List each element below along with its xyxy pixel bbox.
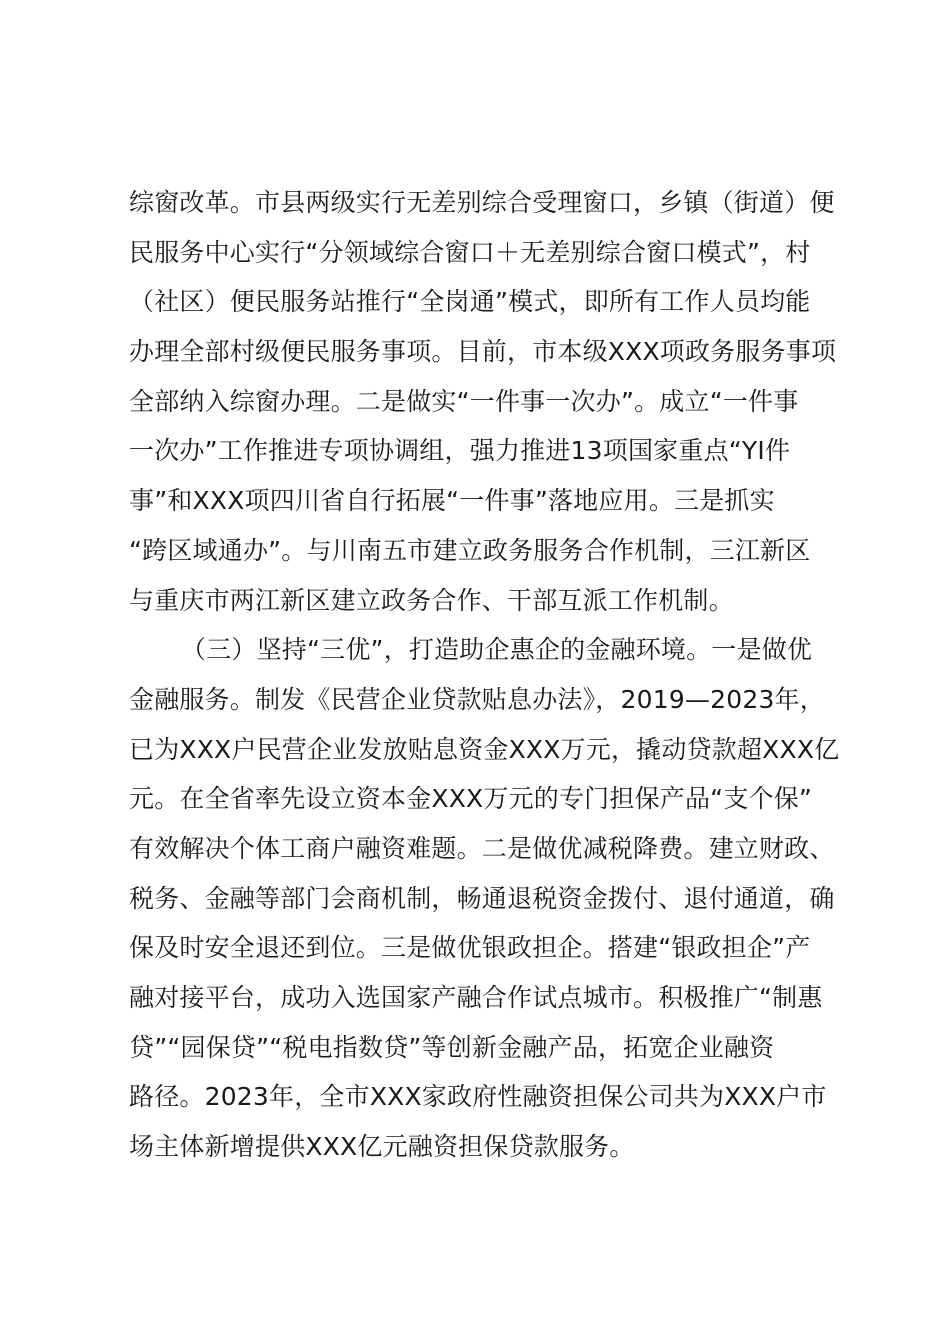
text-line-17: 融对接平台，成功入选国家产融合作试点城市。积极推广“制惠 xyxy=(129,983,823,1012)
text-line-2: 民服务中心实行“分领域综合窗口＋无差别综合窗口模式”，村 xyxy=(129,237,811,267)
text-line-16: 保及时安全退还到位。三是做优银政担企。搭建“银政担企”产 xyxy=(129,933,811,963)
text-line-6: 一次办”工作推进专项协调组，强力推进13项国家重点“YI件 xyxy=(129,436,791,466)
text-line-3: （社区）便民服务站推行“全岗通”模式，即所有工作人员均能 xyxy=(129,287,811,317)
paragraph-heading-line: （三）坚持“三优”，打造助企惠企的金融环境。一是做优 xyxy=(181,635,813,665)
text-line-14: 有效解决个体工商户融资难题。二是做优减税降费。建立财政、 xyxy=(129,833,835,863)
text-line-12: 已为XXX户民营企业发放贴息资金XXX万元，撬动贷款超XXX亿 xyxy=(129,734,840,764)
text-line-11: 金融服务。制发《民营企业贷款贴息办法》，2019—2023年， xyxy=(129,684,825,714)
text-line-1: 综窗改革。市县两级实行无差别综合受理窗口，乡镇（街道）便 xyxy=(129,188,835,217)
text-line-20: 场主体新增提供XXX亿元融资担保贷款服务。 xyxy=(129,1132,635,1162)
text-line-5: 全部纳入综窗办理。二是做实“一件事一次办”。成立“一件事 xyxy=(129,386,799,416)
text-line-15: 税务、金融等部门会商机制，畅通退税资金拨付、退付通道，确 xyxy=(129,883,835,913)
text-line-13: 元。在全省率先设立资本金XXX万元的专门担保产品“支个保” xyxy=(129,784,813,814)
text-line-19: 路径。2023年，全市XXX家政府性融资担保公司共为XXX户市 xyxy=(129,1082,827,1112)
body-text xyxy=(129,178,849,1172)
text-line-9: 与重庆市两江新区建立政务合作、干部互派工作机制。 xyxy=(129,585,734,615)
text-line-7: 事”和XXX项四川省自行拓展“一件事”落地应用。三是抓实 xyxy=(129,486,775,516)
text-line-8: “跨区域通办”。与川南五市建立政务服务合作机制，三江新区 xyxy=(129,535,811,565)
text-line-18: 贷”“园保贷”“税电指数贷”等创新金融产品，拓宽企业融资 xyxy=(129,1032,775,1062)
text-line-4: 办理全部村级便民服务事项。目前，市本级XXX项政务服务事项 xyxy=(129,337,837,367)
